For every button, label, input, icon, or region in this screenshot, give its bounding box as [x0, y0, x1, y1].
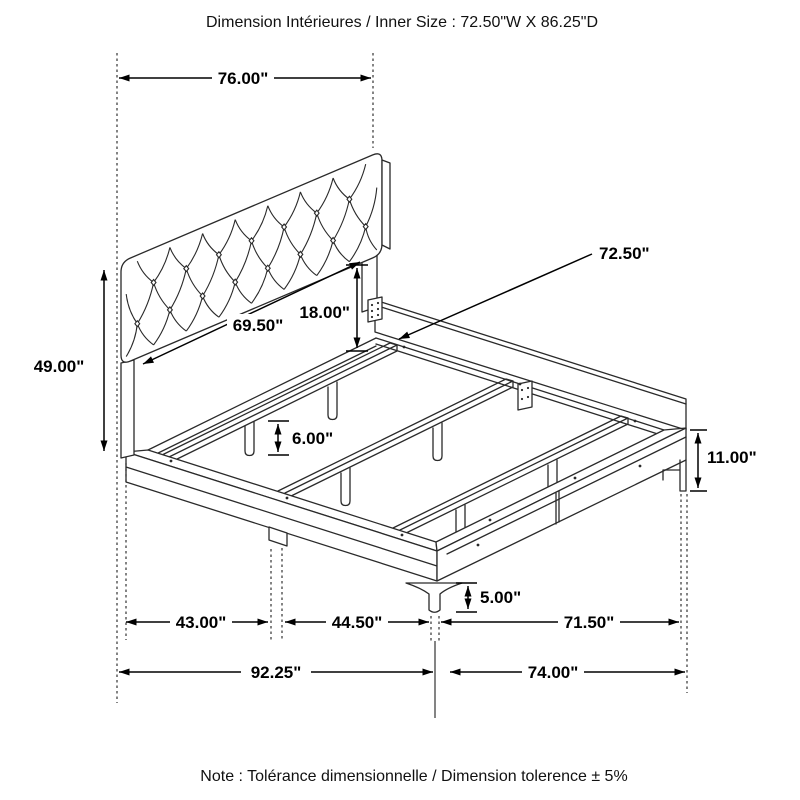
slat-leg	[245, 421, 254, 456]
dim-front-leg-to-right-corner	[441, 611, 679, 633]
slat-leg	[328, 382, 337, 420]
dim-label-headboard-to-slat: 18.00"	[299, 303, 350, 322]
headboard-side-face	[382, 160, 390, 249]
slat-leg	[341, 468, 350, 506]
dim-label-front-leg-to-right-corner: 71.50"	[563, 613, 615, 632]
dim-label-post-to-center-support: 43.00"	[175, 613, 227, 632]
dim-label-overall-width: 74.00"	[527, 663, 579, 682]
dimensions	[34, 67, 757, 683]
dim-label-frame-height: 11.00"	[707, 448, 757, 467]
dim-label-headboard-width: 76.00"	[217, 69, 269, 88]
dim-headboard-height	[34, 270, 104, 451]
dim-label-overall-length: 92.25"	[250, 663, 302, 682]
page-title: Dimension Intérieures / Inner Size : 72.50"W X 86.25"D	[206, 14, 598, 31]
tolerance-note: Note : Tolérance dimensionnelle / Dimension tolerence ± 5%	[200, 768, 628, 785]
bed-frame-drawing	[121, 154, 686, 612]
slat-leg	[433, 423, 442, 461]
dim-label-slat-length: 72.50"	[599, 244, 650, 263]
dim-slat-leg-height	[268, 421, 333, 455]
dim-center-support-to-front-leg	[285, 611, 429, 633]
side-rail-far	[375, 300, 686, 436]
dim-overall-length	[119, 661, 433, 683]
dim-label-center-support-to-front-leg: 44.50"	[331, 613, 383, 632]
dim-label-slat-leg-height: 6.00"	[292, 429, 334, 448]
dim-front-leg-height	[456, 583, 521, 612]
headboard-left-post	[121, 360, 134, 458]
dim-frame-height	[690, 430, 757, 491]
dim-headboard-width	[119, 67, 371, 89]
mounting-plate-post	[368, 297, 382, 322]
dim-overall-width	[450, 661, 685, 683]
dim-label-front-leg-height: 5.00"	[480, 588, 522, 607]
front-t-leg	[406, 583, 462, 612]
dim-label-headboard-face-width: 69.50"	[232, 316, 284, 335]
dim-label-headboard-height: 49.00"	[33, 357, 85, 376]
dim-post-to-center-support	[126, 611, 268, 633]
